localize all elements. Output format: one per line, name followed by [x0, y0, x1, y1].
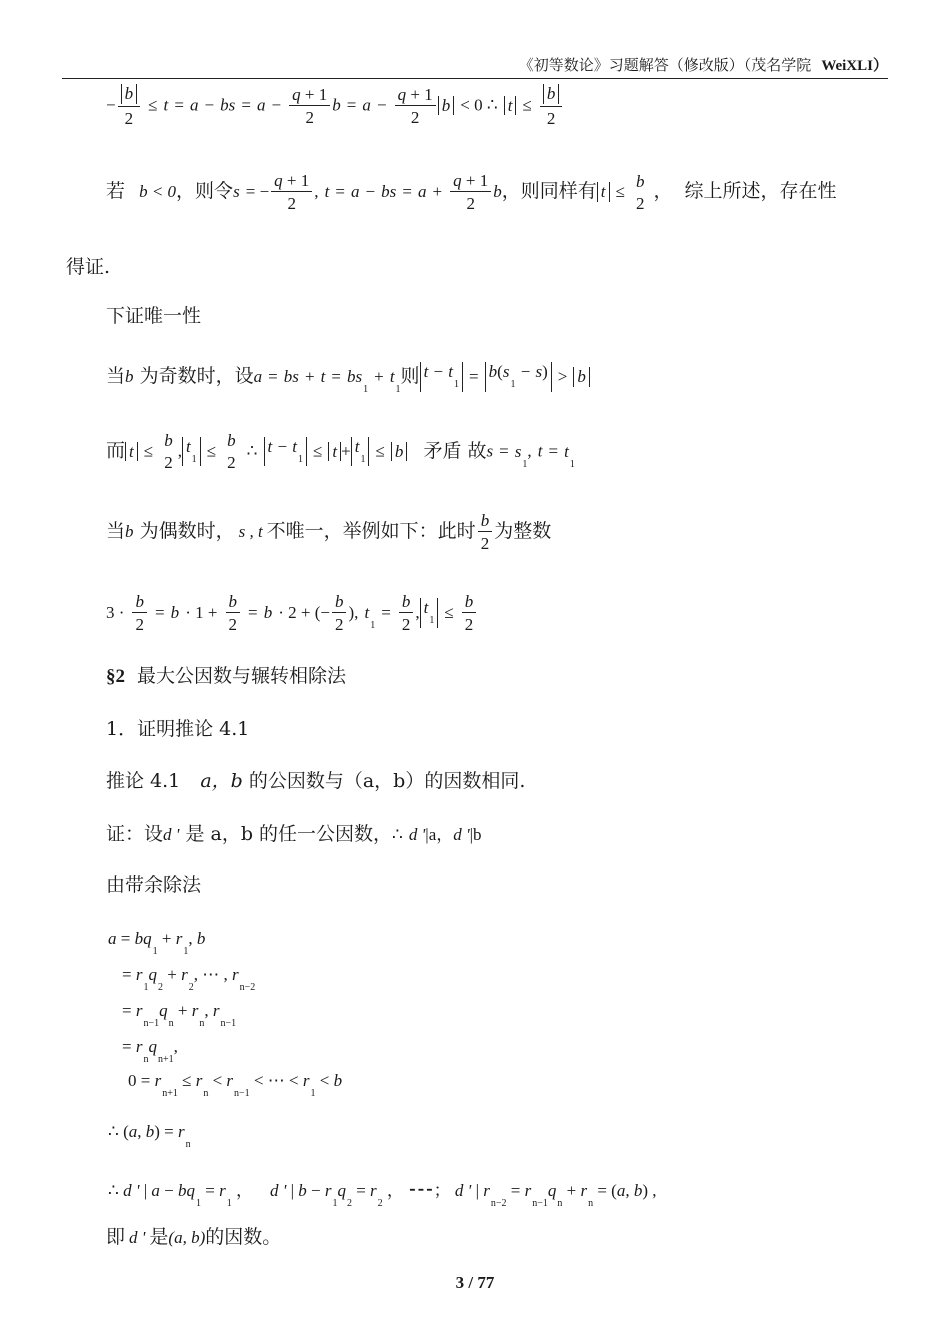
text-and: 而: [106, 439, 126, 462]
text-corollary-body: 的公因数与（a，b）的因数相同.: [248, 770, 526, 792]
paragraph-line-11: [106, 772, 525, 791]
text-divides-a: |a，: [425, 825, 454, 844]
header-title: 《初等数论》习题解答（修改版）（茂名学院: [518, 56, 812, 74]
text-not-unique: 不唯一，举例如下：此时: [266, 520, 476, 542]
text-odd: 为奇数时，设: [139, 364, 254, 387]
section-heading: [106, 667, 346, 686]
paragraph-line-3: 得证.: [66, 256, 111, 278]
text-cond: b < 0: [139, 182, 177, 201]
text-ab: a，b: [200, 770, 243, 792]
text-thus: 即: [106, 1226, 126, 1248]
text-then-2: 则: [400, 364, 420, 387]
text-is: 是: [149, 1226, 169, 1248]
text-divides-b: |b: [469, 825, 482, 844]
text-common-divisor: 是 a，b 的任一公因数，: [185, 823, 393, 845]
section-title: 最大公因数与辗转相除法: [137, 665, 347, 687]
paragraph-line-4: 下证唯一性: [106, 305, 202, 327]
text-even: 为偶数时，: [139, 520, 235, 542]
text-let: ，则令: [176, 180, 234, 202]
text-divisor-of: 的因数。: [205, 1226, 282, 1248]
paragraph-line-6: 而 t ≤ b 2 , $t_1$ ≤ b 2 ∴ $t - t_1 \le t + t_1 \le b$ 矛盾 故$s = s_1$, $t = t_1$: [106, 431, 575, 472]
text-proof-let: 证：设: [106, 823, 164, 845]
text-when-2: 当: [106, 520, 126, 542]
text-then: ，则同样有: [501, 180, 597, 202]
paragraph-line-10: 1．证明推论 4.1: [106, 718, 250, 740]
paragraph-last: 即 d ' 是(a, b)的因数。: [106, 1226, 282, 1248]
paragraph-line-13: 由带余除法: [106, 874, 202, 896]
paragraph-line-2: 若 b < 0，则令s = − $\frac{q + 1}{2}$ , t = a − bs = a + $\frac{q + 1}{2}$ b，则同样有 t ≤ b 2 ， 综上所述，存在性: [106, 171, 837, 213]
page-number: 3 / 77: [455, 1273, 495, 1292]
text-summary: 综上所述，存在性: [684, 180, 837, 202]
text-corollary: 推论 4.1: [106, 770, 181, 792]
text-if: 若: [106, 180, 126, 202]
section-number: §2: [106, 666, 125, 687]
text-when: 当: [106, 364, 126, 387]
text-st: s , t: [238, 522, 263, 541]
equation-line-1: − $\frac{b}{2}$ ≤ t = a − bs = a − $\frac{q + 1}{2}$ b = a − $\frac{q + 1}{2}$ b < 0 ∴ t ≤ $\frac{b}{2}$: [106, 84, 564, 127]
paragraph-line-5: 当b 为奇数时，设a = bs + $t = bs_1 + t_1$则 $t - t_1 = b(s_1 - s) > b$: [106, 362, 590, 395]
page-header: [62, 54, 888, 79]
header-author: WeiXLI）: [821, 58, 888, 74]
text-integer: 为整数: [494, 520, 552, 542]
paragraph-line-12: 证：设d ' 是 a，b 的任一公因数，∴ d '|a，d '|b: [106, 823, 482, 845]
paragraph-line-7: 当b 为偶数时， s , t 不唯一，举例如下：此时 $\frac{b}{2}$ 为整数: [106, 511, 552, 553]
text-contradiction: 矛盾 故: [423, 439, 487, 462]
equation-line-8: 3 · $\frac{b}{2}$ = b · 1 + $\frac{b}{2}$ = b · 2 + (− $\frac{b}{2}$ ), $t_1$ = $\frac{b}{2}$ , $t_1$ ≤ $\frac{b}{2}$: [106, 593, 478, 633]
